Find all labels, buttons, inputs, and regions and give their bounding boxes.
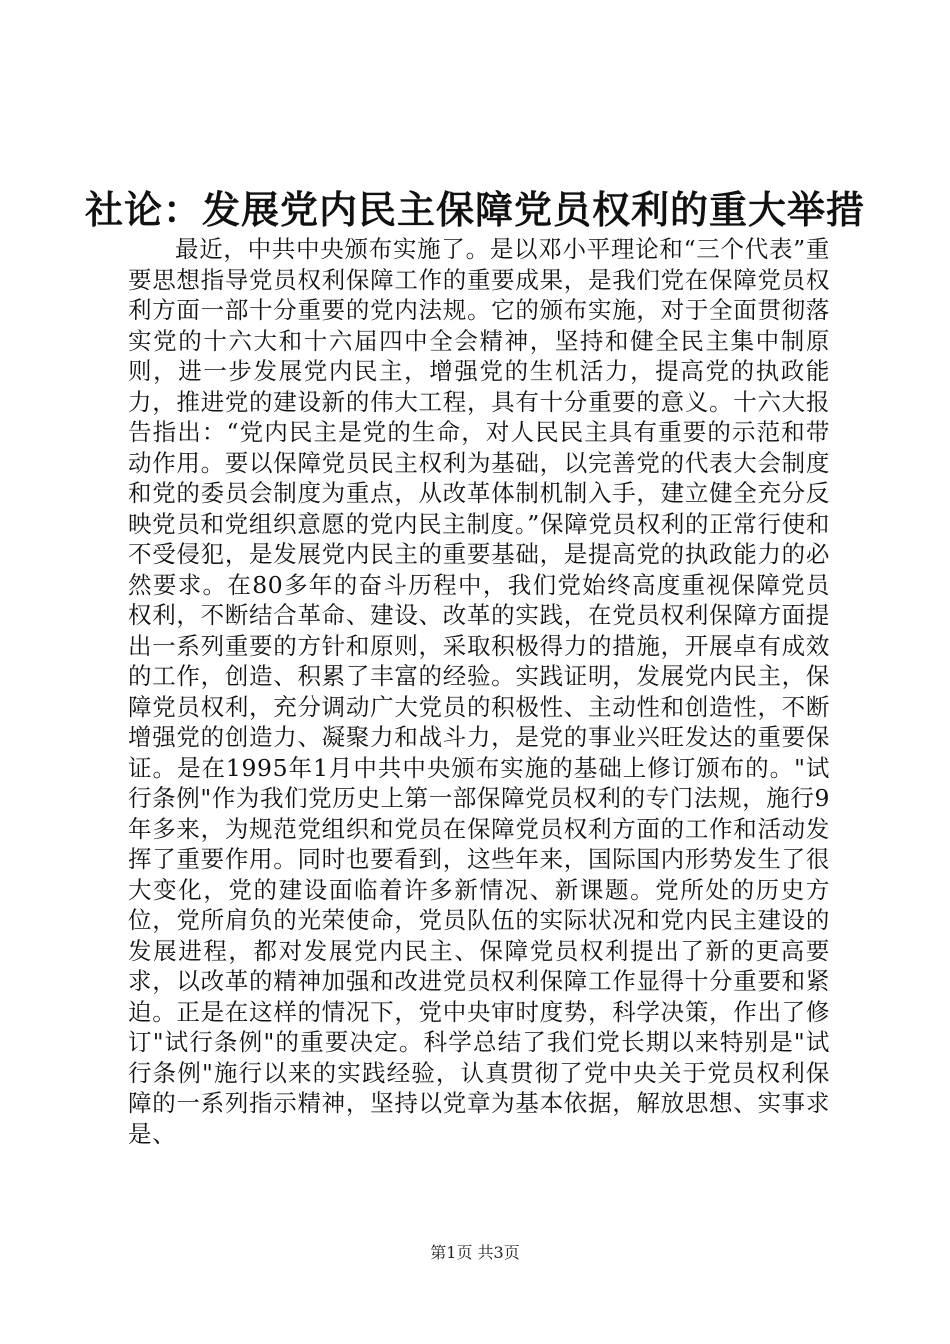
article-title: 社论：发展党内民主保障党员权利的重大举措	[84, 187, 865, 232]
article-body: 最近，中共中央颁布实施了。是以邓小平理论和“三个代表”重要思想指导党员权利保障工作的重要成果，是我们党在保障党员权利方面一部十分重要的党内法规。它的颁布实施，对于全面贯彻落实党的十六大和十六届四中全会精神，坚持和健全民主集中制原则，进一步发展党内民主，增强党的生机活力，提高党的执政能力，推进党的建设新的伟大工程，具有十分重要的意义。十六大报告指出：“党内民主是党的生命，对人民民主具有重要的示范和带动作用。要以保障党员民主权利为基础，以完善党的代表大会制度和党的委员会制度为重点，从改革体制机制入手，建立健全充分反映党员和党组织意愿的党内民主制度。”保障党员权利的正常行使和不受侵犯，是发展党内民主的重要基础，是提高党的执政能力的必然要求。在80多年的奋斗历程中，我们党始终高度重视保障党员权利，不断结合革命、建设、改革的实践，在党员权利保障方面提出一系列重要的方针和原则，采取积极得力的措施，开展卓有成效的工作，创造、积累了丰富的经验。实践证明，发展党内民主，保障党员权利，充分调动广大党员的积极性、主动性和创造性，不断增强党的创造力、凝聚力和战斗力，是党的事业兴旺发达的重要保证。是在1995年1月中共中央颁布实施的基础上修订颁布的。"试行条例"作为我们党历史上第一部保障党员权利的专门法规，施行9年多来，为规范党组织和党员在保障党员权利方面的工作和活动发挥了重要作用。同时也要看到，这些年来，国际国内形势发生了很大变化，党的建设面临着许多新情况、新课题。党所处的历史方位，党所肩负的光荣使命，党员队伍的实际状况和党内民主建设的发展进程，都对发展党内民主、保障党员权利提出了新的更高要求，以改革的精神加强和改进党员权利保障工作显得十分重要和紧迫。正是在这样的情况下，党中央审时度势，科学决策，作出了修订"试行条例"的重要决定。科学总结了我们党长期以来特别是"试行条例"施行以来的实践经验，认真贯彻了党中央关于党员权利保障的一系列指示精神，坚持以党章为基本依据，解放思想、实事求是、	[128, 235, 830, 1148]
page-number: 第1页 共3页	[430, 1243, 520, 1262]
